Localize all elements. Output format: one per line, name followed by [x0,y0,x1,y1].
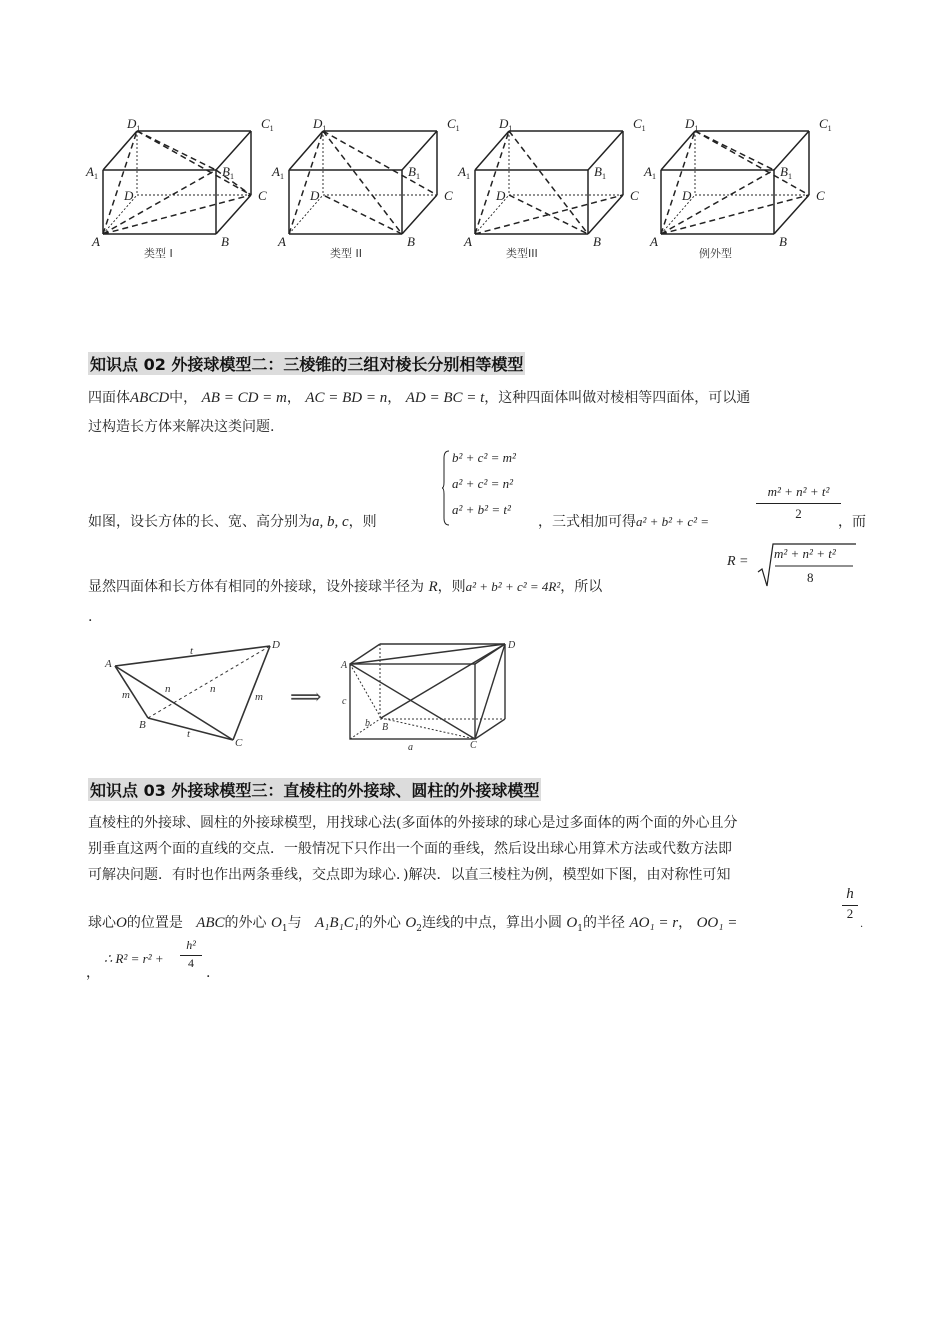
vertex-label-d1: $D_1$ [499,116,513,133]
label-b: B [139,719,146,731]
label-a: A [105,658,112,670]
vertex-label-a: A [464,234,472,249]
math-triangle-a1b1c1: A₁B₁C₁ [314,915,359,931]
box-edge [588,195,623,234]
period: . [206,965,211,981]
label-a-edge: a [408,742,413,753]
fraction-denominator: 2 [846,906,854,921]
diagonal-edge [323,131,402,234]
radius-lhs: R = [727,554,749,569]
section-02-line-3 [88,509,377,535]
fraction-numerator: h² [180,938,202,956]
section-03-line-5-comma: ， [86,965,100,981]
implies-arrow: ⟹ [290,684,322,709]
fraction-denominator: 2 [795,506,802,521]
vertex-label-c1: $C_1$ [447,116,460,133]
diagonal-edge [509,195,588,234]
section-02-line-1 [88,385,868,411]
edge-bd [381,644,505,718]
fraction-h-2 [842,886,858,922]
math-triangle-abc: ABC [196,915,225,931]
edge-ab [350,664,381,718]
label-c-edge: c [342,696,347,707]
equation-2: a² + c² = n² [452,476,514,491]
label-n: n [165,683,171,695]
edge-bc [148,718,233,740]
vertex-label-d: D [124,188,134,203]
text: 与 [287,915,302,931]
section-03-heading: 知识点 03 外接球模型三：直棱柱的外接球、圆柱的外接球模型 [88,778,541,801]
edge-ab [115,666,148,718]
vertex-label-c1: $C_1$ [633,116,646,133]
equation-3: a² + b² = t² [452,502,511,517]
math-o1: O [566,915,578,931]
label-n: n [210,683,216,695]
vertex-label-d1: $D_1$ [685,116,699,133]
diagonal-edge [695,131,809,195]
vertex-label-b: B [593,234,601,249]
diagonal-edge [103,131,137,234]
label-c: C [235,737,243,749]
edge-bd [148,646,270,718]
figure-box-types [85,112,845,267]
vertex-label-b: B [779,234,787,249]
section-03-line-2: 别垂直这两个面的直线的交点．一般情况下只作出一个面的垂线，然后设出球心用算术方法或代数方法即 [88,841,732,857]
vertex-label-b: B [407,234,415,249]
section-02-line-4 [88,574,602,600]
section-02-line-3b [538,509,709,535]
label-b: B [382,722,389,733]
vertex-label-c: C [258,188,267,203]
math-ab-cd: AB = CD = m [201,390,287,406]
vertex-label-c1: $C_1$ [261,116,274,133]
box-edge [103,131,137,170]
section-03-line-4: 球心O的位置是 ABC的外心 $O_1$与 A₁B₁C₁的外心 $O_2$连线的中点，算出小圆 $O_1$的半径 AO₁ = r， OO₁ = [88,915,738,934]
caption-exception-type: 例外型 [699,247,732,260]
caption-type-1: 类型 I [144,247,173,260]
fraction-half [756,484,841,522]
text: 如图，设长方体的长、宽、高分别为 [88,514,312,530]
text: ，三式相加可得 [538,514,636,530]
vertex-label-d1: $D_1$ [127,116,141,133]
vertex-label-a1: $A_1$ [644,164,656,181]
vertex-label-b1: $B_1$ [408,164,420,181]
radius-formula [727,540,857,590]
text: ，则 [348,514,377,530]
radius-numerator: m² + n² + t² [774,546,836,561]
section-03-line-1: 直棱柱的外接球、圆柱的外接球模型，用找球心法(多面体的外接球的球心是过多面体的两个面的外心且分 [88,815,738,831]
label-m: m [255,691,263,703]
label-b-edge: b [365,718,370,729]
caption-type-2: 类型 II [330,247,362,260]
vertex-label-a: A [278,234,286,249]
edge [475,719,505,739]
diagonal-edge [323,131,437,195]
label-d: D [272,639,280,651]
section-02-line-5: . [88,609,93,625]
text: 的半径 [582,915,625,931]
text: 显然四面体和长方体有相同的外接球，设外接球半径为 [88,579,424,595]
vertex-label-a1: $A_1$ [458,164,470,181]
math-ac-bd: AC = BD = n [305,390,388,406]
diagonal-edge [661,170,774,234]
edge-cd [233,646,270,740]
section-03-line-3: 可解决问题．有时也作出两条垂线，交点即为球心．)解决．以直三棱柱为例，模型如下图，由对称性可知 [88,867,731,883]
section-02-line-3c: ，而 [838,514,866,530]
section-02-heading: 知识点 02 外接球模型二：三棱锥的三组对棱长分别相等模型 [88,352,525,375]
vertex-label-d: D [310,188,320,203]
vertex-label-a: A [92,234,100,249]
label-t: t [190,645,194,657]
fraction-h2-4 [180,938,202,971]
edge-cd [475,644,505,739]
vertex-label-d1: $D_1$ [313,116,327,133]
left-brace [442,450,450,526]
vertex-label-d: D [496,188,506,203]
label-d: D [508,640,516,651]
math-ao1: AO₁ = r [629,915,679,931]
text: 的位置是 [126,915,183,931]
edge-bc [381,718,475,739]
text: ，所以 [560,579,603,595]
text: 中， [169,390,198,406]
diagonal-edge [289,131,323,234]
vertex-label-c: C [444,188,453,203]
figure-tetrahedron-box [85,634,545,754]
vertex-label-c1: $C_1$ [819,116,832,133]
text: ，则 [437,579,466,595]
vertex-label-d: D [682,188,692,203]
label-t: t [187,728,191,740]
caption-type-3: 类型III [506,247,538,260]
fraction-numerator: h [842,886,858,906]
math-r: R [428,579,438,595]
label-c: C [470,740,477,751]
diagonal-edge [323,195,402,234]
box-edge [289,131,323,170]
text: 的外心 [358,915,401,931]
radius-denominator: 8 [807,570,814,585]
fraction-numerator: m² + n² + t² [756,484,841,504]
text: 连线的中点，算出小圆 [421,915,562,931]
vertex-label-b1: $B_1$ [222,164,234,181]
fraction-denominator: 4 [188,956,194,970]
math-4r2: a² + b² + c² = 4R² [465,579,561,594]
math-o1: O [271,915,282,931]
formula-r-squared: ∴ R² = r² + [104,951,164,966]
period: . [860,919,864,930]
box-edge [216,195,251,234]
vertex-label-c: C [816,188,825,203]
vertex-label-b1: $B_1$ [780,164,792,181]
math-o2: O [405,915,417,931]
text: ， [678,915,693,931]
text: 球心 [88,915,116,931]
vertex-label-a: A [650,234,658,249]
section-02-line-2: 过构造长方体来解决这类问题. [88,419,275,435]
equation-1: b² + c² = m² [452,450,516,465]
equation-system [442,448,542,528]
text: ，这种四面体叫做对棱相等四面体，可以通 [484,390,751,406]
diagonal-edge [137,131,251,195]
box [350,644,505,739]
diagonal-edge [509,131,588,234]
vertex-label-c: C [630,188,639,203]
math-o: O [116,915,127,931]
math-sum: a² + b² + c² = [636,514,710,529]
vertex-label-a1: $A_1$ [86,164,98,181]
box-edge [475,131,509,170]
math-abc: a, b, c [312,514,349,530]
text: 四面体 [88,390,130,406]
diagonal-edge [661,131,695,234]
box-edge [774,195,809,234]
edge-ad [350,644,505,664]
vertex-label-b1: $B_1$ [594,164,606,181]
box-edge [661,131,695,170]
label-a: A [341,660,348,671]
math-abcd: ABCD [130,390,170,406]
label-m: m [122,689,130,701]
vertex-label-a1: $A_1$ [272,164,284,181]
text: ， [387,390,402,406]
text: ， [286,390,301,406]
math-oo1: OO₁ = [696,915,738,931]
diagonal-edge [475,131,509,234]
box-edge [402,195,437,234]
text: 的外心 [224,915,267,931]
diagonal-edge [103,170,216,234]
math-ad-bc: AD = BC = t [405,390,485,406]
vertex-label-b: B [221,234,229,249]
